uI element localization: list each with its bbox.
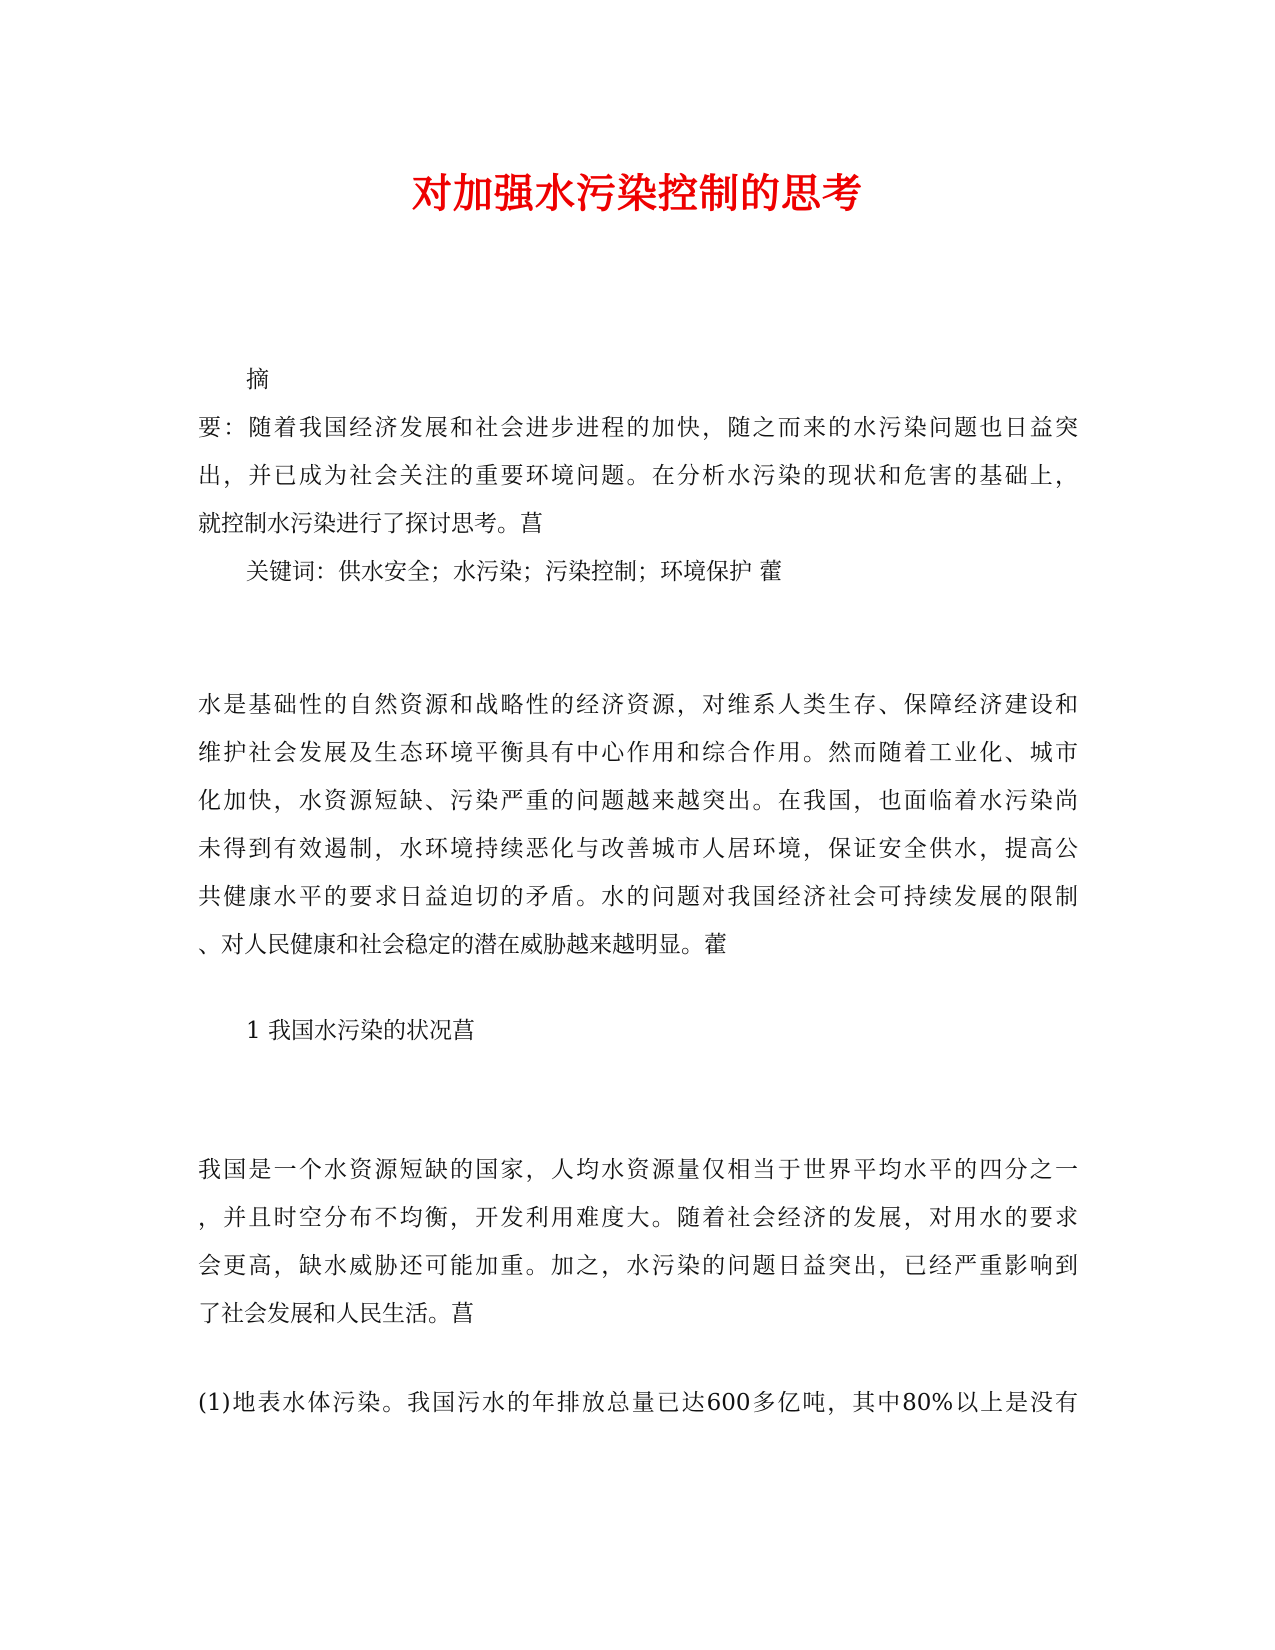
abstract-line-1: 摘 — [246, 367, 269, 393]
intro-line-1: 水是基础性的自然资源和战略性的经济资源，对维系人类生存、保障经济建设和 — [198, 692, 1078, 718]
section-1-heading: 1 我国水污染的状况菖 — [246, 1018, 475, 1044]
intro-line-2: 维护社会发展及生态环境平衡具有中心作用和综合作用。然而随着工业化、城市 — [198, 740, 1078, 766]
intro-line-4: 未得到有效遏制，水环境持续恶化与改善城市人居环境，保证安全供水，提高公 — [198, 836, 1078, 862]
intro-paragraph — [198, 681, 1078, 969]
abstract-line-4: 就控制水污染进行了探讨思考。菖 — [198, 511, 543, 537]
abstract-block — [198, 356, 1078, 596]
section-1-paragraph — [198, 1146, 1078, 1338]
intro-line-6: 、对人民健康和社会稳定的潜在威胁越来越明显。藿 — [198, 932, 727, 958]
intro-line-5: 共健康水平的要求日益迫切的矛盾。水的问题对我国经济社会可持续发展的限制 — [198, 884, 1078, 910]
section-1-line-3: 会更高，缺水威胁还可能加重。加之，水污染的问题日益突出，已经严重影响到 — [198, 1253, 1078, 1279]
document-title: 对加强水污染控制的思考 — [412, 170, 863, 217]
section-1-heading-block — [198, 1007, 1078, 1055]
section-1-line-4: 了社会发展和人民生活。菖 — [198, 1301, 474, 1327]
intro-line-3: 化加快，水资源短缺、污染严重的问题越来越突出。在我国，也面临着水污染尚 — [198, 788, 1078, 814]
abstract-line-3: 出，并已成为社会关注的重要环境问题。在分析水污染的现状和危害的基础上， — [198, 463, 1078, 489]
item-1-block — [198, 1379, 1078, 1427]
section-1-line-2: ，并且时空分布不均衡，开发利用难度大。随着社会经济的发展，对用水的要求 — [198, 1205, 1078, 1231]
section-1-line-1: 我国是一个水资源短缺的国家，人均水资源量仅相当于世界平均水平的四分之一 — [198, 1157, 1078, 1183]
keywords-line: 关键词：供水安全；水污染；污染控制；环境保护 藿 — [246, 559, 783, 585]
item-1-line-1: (1)地表水体污染。我国污水的年排放总量已达600多亿吨，其中80%以上是没有 — [198, 1390, 1078, 1416]
abstract-line-2: 要：随着我国经济发展和社会进步进程的加快，随之而来的水污染问题也日益突 — [198, 415, 1078, 441]
